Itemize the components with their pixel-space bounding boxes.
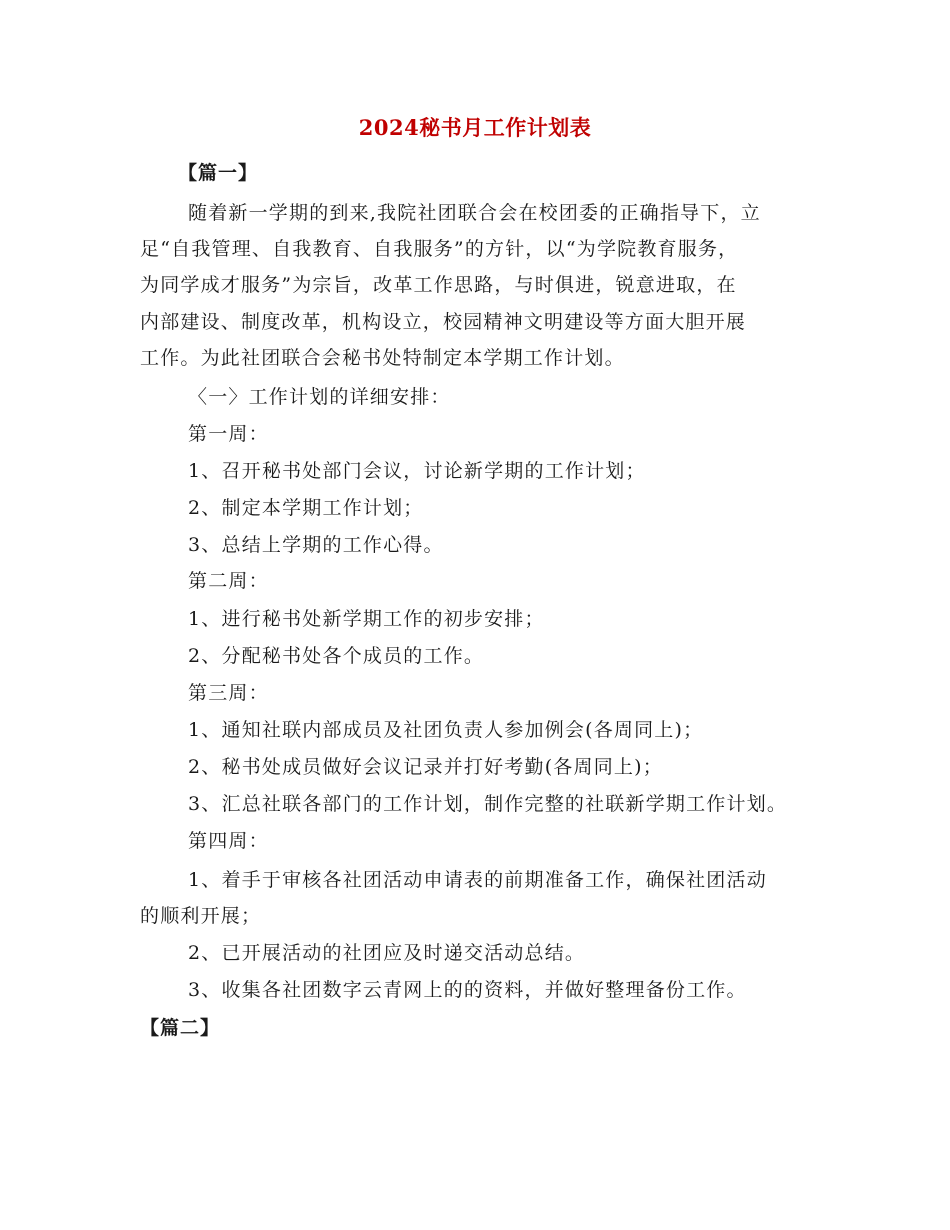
week-label: 第一周： — [188, 423, 269, 445]
week-label: 第二周： — [188, 570, 269, 592]
week-label: 第三周： — [188, 682, 269, 704]
list-item: 1、着手于审核各社团活动申请表的前期准备工作，确保社团活动 — [188, 869, 767, 891]
plan-subheading: 〈一〉工作计划的详细安排： — [188, 386, 451, 408]
list-item: 3、收集各社团数字云青网上的的资料，并做好整理备份工作。 — [188, 979, 747, 1001]
list-item: 2、已开展活动的社团应及时递交活动总结。 — [188, 942, 586, 964]
intro-line: 随着新一学期的到来,我院社团联合会在校团委的正确指导下，立 — [188, 202, 761, 224]
list-item: 的顺利开展； — [140, 905, 262, 927]
list-item: 1、召开秘书处部门会议，讨论新学期的工作计划； — [188, 460, 646, 482]
list-item: 1、进行秘书处新学期工作的初步安排； — [188, 608, 545, 630]
list-item: 2、秘书处成员做好会议记录并打好考勤(各周同上)； — [188, 756, 663, 778]
section-heading-2: 【篇二】 — [140, 1017, 221, 1039]
intro-line: 工作。为此社团联合会秘书处特制定本学期工作计划。 — [140, 347, 625, 369]
list-item: 1、通知社联内部成员及社团负责人参加例会(各周同上)； — [188, 719, 704, 741]
list-item: 2、制定本学期工作计划； — [188, 497, 424, 519]
list-item: 2、分配秘书处各个成员的工作。 — [188, 645, 485, 667]
week-label: 第四周： — [188, 830, 269, 852]
list-item: 3、总结上学期的工作心得。 — [188, 534, 444, 556]
intro-line: 内部建设、制度改革，机构设立，校园精神文明建设等方面大胆开展 — [140, 311, 747, 333]
document-title: 2024秘书月工作计划表 — [358, 115, 592, 140]
section-heading-1: 【篇一】 — [178, 162, 259, 184]
list-item: 3、汇总社联各部门的工作计划，制作完整的社联新学期工作计划。 — [188, 793, 788, 815]
intro-line: 为同学成才服务”为宗旨，改革工作思路，与时俱进，锐意进取，在 — [140, 274, 737, 296]
intro-line: 足“自我管理、自我教育、自我服务”的方针，以“为学院教育服务， — [140, 238, 739, 260]
